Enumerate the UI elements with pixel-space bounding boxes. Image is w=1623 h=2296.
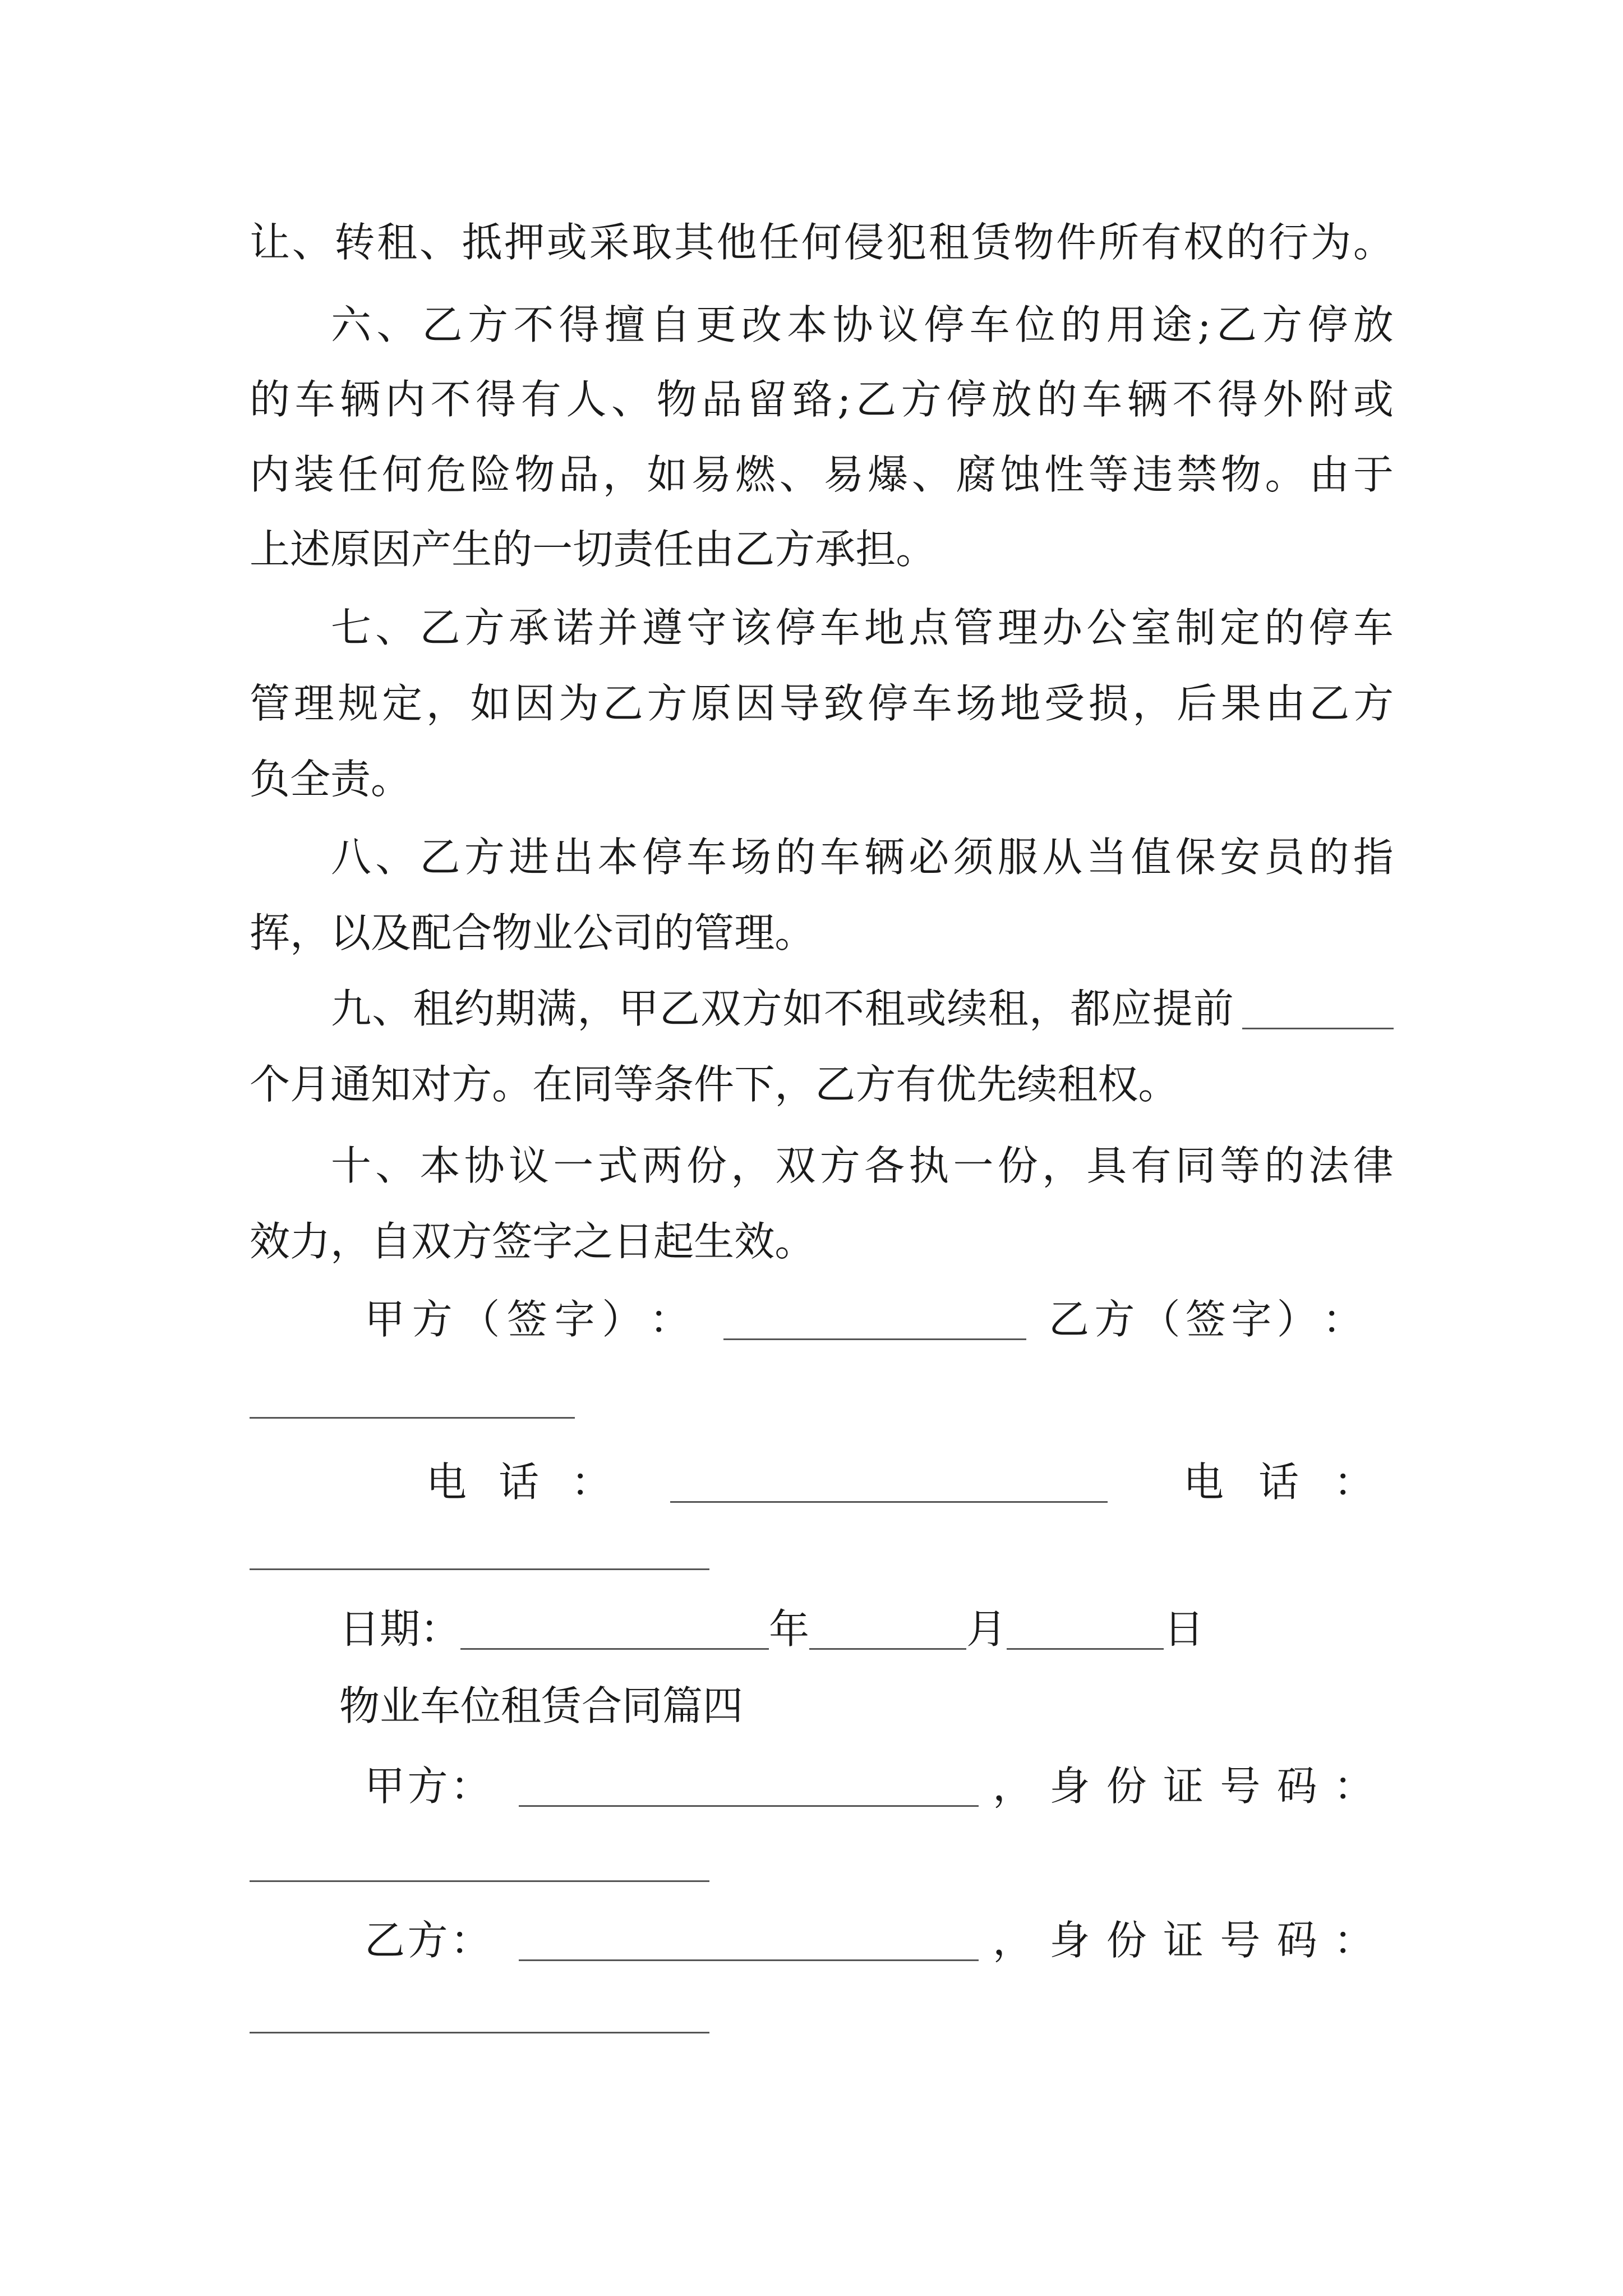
section-heading: 物业车位租赁合同篇四 [339,1682,744,1729]
party-b-name-field[interactable] [519,1920,979,1961]
text-line: 六 、 乙 方 不 得 擅 自 更 改 本 协 议 停 车 位 的 用 途 ; 乙 方 停 放 [331,301,1394,348]
phone-a-field[interactable] [670,1462,1108,1503]
date-year-field[interactable] [460,1609,769,1650]
month-label: 月 [966,1605,1007,1653]
date-month-field[interactable] [809,1609,966,1650]
party-a-id-field[interactable] [250,1880,709,1882]
day-label: 日 [1164,1605,1205,1653]
text-line: 挥 ， 以 及 配 合 物 业 公 司 的 管 理 。 [250,909,815,956]
party-b-row [365,1915,1374,1966]
text-line: 管 理 规 定 ， 如 因 为 乙 方 原 因 导 致 停 车 场 地 受 损 ， 后 果 由 乙 方 [250,680,1394,727]
date-row [339,1603,1237,1655]
party-b-id-field[interactable] [250,2032,709,2033]
text-line: 十 、 本 协 议 一 式 两 份 ， 双 方 各 执 一 份 ， 具 有 同 等 的 法 律 [331,1142,1394,1189]
party-b-sign-label: 乙 方 （ 签 字 ） ： [1049,1296,1363,1343]
text-line: 七 、 乙 方 承 诺 并 遵 守 该 停 车 地 点 管 理 办 公 室 制 定 的 停 车 [331,604,1394,651]
text-line: 九 、 租 约 期 满 ， 甲 乙 双 方 如 不 租 或 续 租 ， 都 应 提 前 [331,985,1234,1032]
phone-b-label: 电 话 ： [1183,1458,1374,1506]
phone-row [426,1456,1374,1508]
text-line: 的 车 辆 内 不 得 有 人 、 物 品 留 臵 ; 乙 方 停 放 的 车 辆 不 得 外 附 或 [250,376,1394,423]
phone-b-field[interactable] [250,1568,709,1570]
party-a-sign-label: 甲 方 （ 签 字 ） ： [365,1296,690,1343]
date-day-field[interactable] [1007,1609,1164,1650]
party-a-name-field[interactable] [519,1766,979,1807]
text-line: 负 全 责 。 [250,756,412,803]
months-notice-field[interactable] [1242,988,1394,1029]
party-b-id-label: ， 身 份 证 号 码 ： [993,1917,1374,1964]
text-line: 个 月 通 知 对 方 。 在 同 等 条 件 下 ， 乙 方 有 优 先 续 租 权 。 [250,1061,1179,1108]
party-a-row [365,1760,1374,1812]
party-b-label: 乙 方 ： [365,1917,491,1964]
text-line: 让 、 转 租 、 抵 押 或 采 取 其 他 任 何 侵 犯 租 赁 物 件 所 有 权 的 行 为 。 [250,219,1394,266]
party-a-sign-field[interactable] [723,1299,1026,1340]
signature-row [365,1294,1391,1345]
party-a-label: 甲 方 ： [365,1763,491,1810]
phone-a-label: 电 话 ： [426,1458,611,1506]
party-a-id-label: ， 身 份 证 号 码 ： [993,1763,1374,1810]
party-b-sign-field[interactable] [250,1417,575,1419]
text-line: 上 述 原 因 产 生 的 一 切 责 任 由 乙 方 承 担 。 [250,526,937,573]
text-line-with-blank [331,983,1394,1034]
date-label: 日期： [339,1605,461,1653]
text-line: 效 力 ， 自 双 方 签 字 之 日 起 生 效 。 [250,1218,815,1265]
text-line: 内 装 任 何 危 险 物 品 ， 如 易 燃 、 易 爆 、 腐 蚀 性 等 违 禁 物 。 由 于 [250,451,1394,498]
year-label: 年 [769,1605,810,1653]
text-line: 八 、 乙 方 进 出 本 停 车 场 的 车 辆 必 须 服 从 当 值 保 安 员 的 指 [331,834,1394,881]
